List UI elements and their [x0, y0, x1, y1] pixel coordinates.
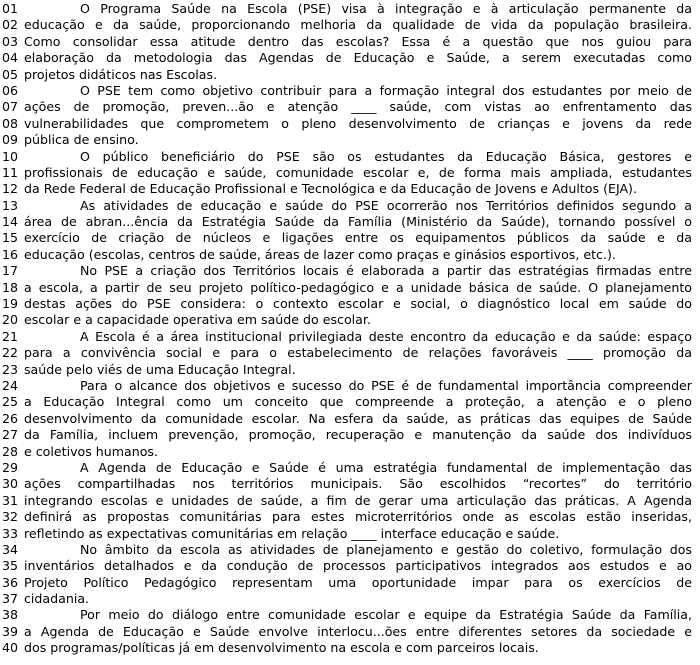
line-number: 11: [2, 164, 19, 180]
line-number: 36: [2, 574, 19, 590]
text-line: [0, 575, 700, 591]
text-line: [0, 99, 700, 115]
line-text: As atividades de educação e saúde do PSE ocorrerão nos Territórios definidos segundo a: [80, 197, 692, 213]
line-number: 30: [2, 476, 19, 492]
line-text: destas ações do PSE considera: o contexto escolar e social, o diagnóstico local em saúde do: [24, 296, 692, 312]
text-line: [0, 542, 700, 558]
line-number: 18: [2, 279, 19, 295]
text-line: [0, 493, 700, 509]
line-number: 31: [2, 492, 19, 508]
text-line: [0, 378, 700, 394]
line-text: No PSE a criação dos Territórios locais é elaborada a partir das estratégias firmadas entre: [80, 263, 692, 279]
line-text: a Educação Integral como um conceito que compreende a proteção, a atenção e o pleno: [24, 394, 692, 410]
line-number: 32: [2, 509, 19, 525]
text-line: [0, 427, 700, 443]
text-line: [0, 67, 700, 83]
line-text: vulnerabilidades que comprometem o pleno desenvolvimento de crianças e jovens da rede: [24, 115, 692, 131]
line-number: 06: [2, 82, 19, 98]
line-text: ações compartilhadas nos territórios municipais. São escolhidos “recortes” do território: [24, 476, 692, 492]
line-number: 02: [2, 17, 19, 33]
line-text: e coletivos humanos.: [24, 443, 158, 459]
line-number: 27: [2, 427, 19, 443]
line-number: 17: [2, 263, 19, 279]
text-line: [0, 444, 700, 460]
line-number: 19: [2, 296, 19, 312]
line-number: 20: [2, 312, 19, 328]
line-number: 40: [2, 640, 19, 656]
text-line: [0, 149, 700, 165]
line-number: 01: [2, 1, 19, 16]
line-number: 25: [2, 394, 19, 410]
line-number: 03: [2, 33, 19, 49]
text-line: [0, 116, 700, 132]
text-line: [0, 607, 700, 623]
line-text: profissionais de educação e saúde, comunidade escolar e, de forma mais ampliada, estudantes: [24, 164, 692, 180]
line-number: 15: [2, 230, 19, 246]
line-number: 13: [2, 197, 19, 213]
line-text: Por meio do diálogo entre comunidade escolar e equipe da Estratégia Saúde da Família,: [80, 607, 692, 623]
line-text: A Escola é a área institucional privilegiada deste encontro da educação e da saúde: espaço: [80, 328, 692, 344]
text-line: [0, 165, 700, 181]
text-line: [0, 558, 700, 574]
line-text: a Agenda de Educação e Saúde envolve interlocu...ões entre diferentes setores da sociedade e: [24, 623, 692, 639]
text-line: [0, 411, 700, 427]
line-number: 08: [2, 115, 19, 131]
line-text: educação (escolas, centros de saúde, áreas de lazer como praças e ginásios esportivos, etc.).: [24, 246, 616, 262]
text-line: [0, 526, 700, 542]
line-text: Para o alcance dos objetivos e sucesso do PSE é de fundamental importância compreender: [80, 377, 692, 393]
text-line: [0, 230, 700, 246]
line-text: Como consolidar essa atitude dentro das escolas? Essa é a questão que nos guiou para: [24, 33, 692, 49]
line-number: 16: [2, 246, 19, 262]
text-line: [0, 624, 700, 640]
line-number: 07: [2, 99, 19, 115]
text-line: [0, 198, 700, 214]
line-text: A Agenda de Educação e Saúde é uma estratégia fundamental de implementação das: [80, 459, 692, 475]
text-line: [0, 345, 700, 361]
text-line: [0, 329, 700, 345]
line-text: O PSE tem como objetivo contribuir para a formação integral dos estudantes por meio de: [80, 82, 692, 98]
line-number: 39: [2, 623, 19, 639]
line-text: exercício de criação de núcleos e ligações entre os equipamentos públicos da saúde e da: [24, 230, 692, 246]
line-text: cidadania.: [24, 591, 90, 607]
text-line: [0, 394, 700, 410]
line-number: 23: [2, 361, 19, 377]
text-line: [0, 296, 700, 312]
line-number: 14: [2, 214, 19, 230]
line-text: pública de ensino.: [24, 132, 139, 148]
line-number: 34: [2, 541, 19, 557]
line-text: da Família, incluem prevenção, promoção, recuperação e manutenção da saúde dos indivíduos: [24, 427, 692, 443]
line-text: O Programa Saúde na Escola (PSE) visa à integração e à articulação permanente da: [80, 1, 692, 16]
line-text: educação e da saúde, proporcionando melhoria da qualidade de vida da população brasileira.: [24, 17, 692, 33]
line-number: 21: [2, 328, 19, 344]
line-text: desenvolvimento da comunidade escolar. Na esfera da saúde, as práticas das equipes de Saúde: [24, 410, 692, 426]
line-number: 35: [2, 558, 19, 574]
text-line: [0, 50, 700, 66]
line-number: 04: [2, 50, 19, 66]
text-line: [0, 280, 700, 296]
line-number: 37: [2, 591, 19, 607]
text-line: [0, 312, 700, 328]
line-text: elaboração da metodologia das Agendas de Educação e Saúde, a serem executadas como: [24, 50, 692, 66]
line-number: 28: [2, 443, 19, 459]
text-line: [0, 591, 700, 607]
line-text: projetos didáticos nas Escolas.: [24, 66, 218, 82]
line-number: 22: [2, 345, 19, 361]
line-text: da Rede Federal de Educação Profissional e Tecnológica e da Educação de Jovens e Adultos (EJA).: [24, 181, 637, 197]
text-line: [0, 247, 700, 263]
line-text: integrando escolas e unidades de saúde, a fim de gerar uma articulação das práticas. A Agenda: [24, 492, 692, 508]
text-line: [0, 509, 700, 525]
line-number: 05: [2, 66, 19, 82]
text-line: [0, 214, 700, 230]
line-number: 09: [2, 132, 19, 148]
line-text: saúde pelo viés de uma Educação Integral.: [24, 361, 296, 377]
text-line: [0, 181, 700, 197]
line-text: escolar e a capacidade operativa em saúde do escolar.: [24, 312, 371, 328]
line-text: a escola, a partir de seu projeto político-pedagógico e a unidade básica de saúde. O planejamento: [24, 279, 692, 295]
text-line: [0, 34, 700, 50]
line-number: 29: [2, 459, 19, 475]
line-text: para a convivência social e para o estabelecimento de relações favoráveis ____ promoção da: [24, 345, 692, 361]
text-line: [0, 476, 700, 492]
text-line: [0, 132, 700, 148]
line-text: refletindo as expectativas comunitárias em relação ____ interface educação e saúde.: [24, 525, 560, 541]
text-line: [0, 362, 700, 378]
line-number: 33: [2, 525, 19, 541]
line-text: Projeto Político Pedagógico representam uma oportunidade impar para os exercícios de: [24, 574, 692, 590]
line-text: área de abran...ência da Estratégia Saúde da Família (Ministério da Saúde), tornando possível o: [24, 214, 692, 230]
text-line: [0, 460, 700, 476]
line-number: 24: [2, 377, 19, 393]
line-number: 12: [2, 181, 19, 197]
line-number: 26: [2, 410, 19, 426]
line-text: ações de promoção, preven...ão e atenção ____ saúde, com vistas ao enfrentamento das: [24, 99, 692, 115]
line-text: dos programas/políticas já em desenvolvimento na escola e com parceiros locais.: [24, 640, 539, 656]
text-line: [0, 17, 700, 33]
line-text: O público beneficiário do PSE são os estudantes da Educação Básica, gestores e: [80, 148, 692, 164]
text-line: [0, 1, 700, 17]
text-line: [0, 83, 700, 99]
text-line: [0, 640, 700, 656]
line-text: definirá as propostas comunitárias para estes microterritórios onde as escolas estão inseridas,: [24, 509, 692, 525]
line-number: 10: [2, 148, 19, 164]
line-text: inventários detalhados e da condução de processos participativos integrados aos estudos e ao: [24, 558, 692, 574]
line-number: 38: [2, 607, 19, 623]
line-text: No âmbito da escola as atividades de planejamento e gestão do coletivo, formulação dos: [80, 541, 692, 557]
text-line: [0, 263, 700, 279]
